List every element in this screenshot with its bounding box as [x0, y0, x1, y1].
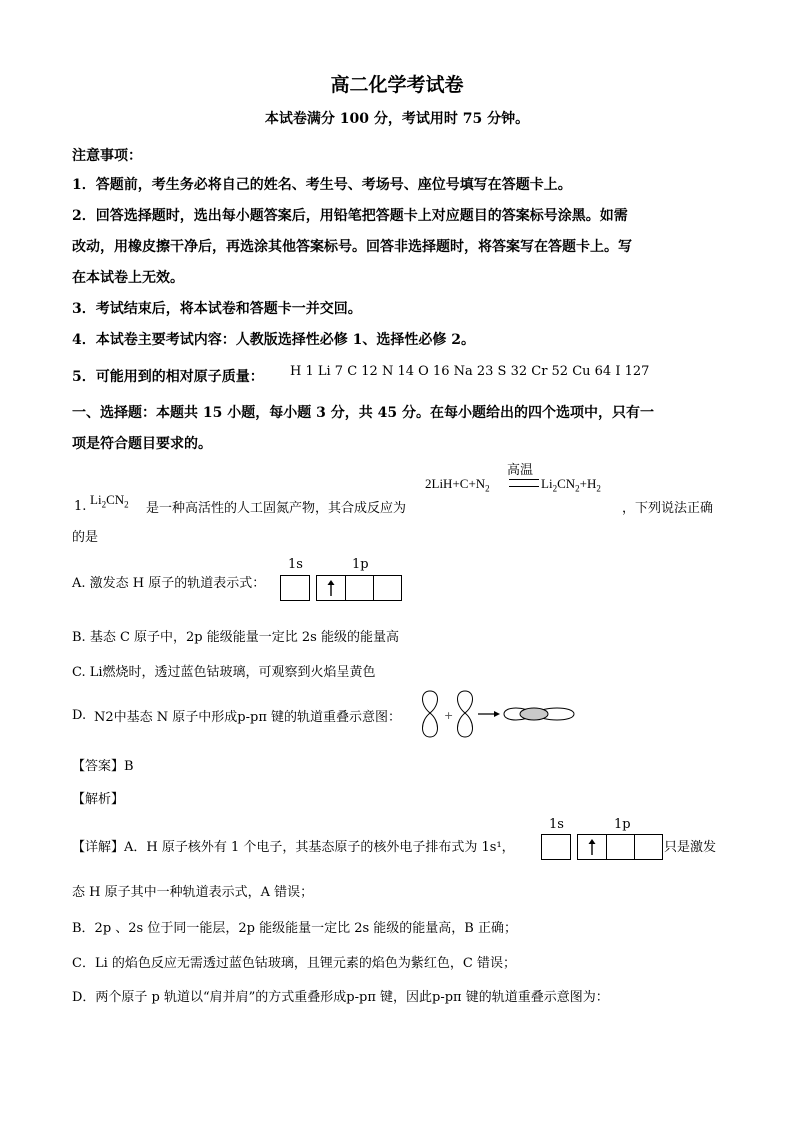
orbital-box-1p: [316, 575, 402, 601]
notice-line-1: 1．答题前，考生务必将自己的姓名、考生号、考场号、座位号填写在答题卡上。: [72, 177, 572, 193]
detail-a-line-3: 态 H 原子其中一种轨道表示式，A 错误；: [72, 885, 314, 900]
reaction-equals-sign: [509, 479, 539, 487]
p-orbital-overlap-icon: [418, 689, 578, 739]
section-heading-1: 一、选择题：本题共 15 小题，每小题 3 分，共 45 分。在每小题给出的四个选项中，只有一: [72, 405, 654, 421]
notice-heading: 注意事项：: [72, 148, 142, 164]
detail-d: D．两个原子 p 轨道以“肩并肩”的方式重叠形成p-pπ 键，因此p-pπ 键的轨道重叠示意图为：: [72, 990, 609, 1005]
option-d-text: N2中基态 N 原子中形成p-pπ 键的轨道重叠示意图：: [94, 710, 401, 725]
notice-line-3: 改动，用橡皮擦干净后，再选涂其他答案标号。回答非选择题时，将答案写在答题卡上。写: [72, 239, 632, 255]
orbital-label-1p: 1p: [352, 557, 369, 572]
notice-line-5: 3．考试结束后，将本试卷和答题卡一并交回。: [72, 301, 362, 317]
notice-line-4: 在本试卷上无效。: [72, 270, 184, 286]
detail-orbital-label-1p: 1p: [614, 817, 631, 832]
q1-number: 1.: [74, 499, 87, 514]
notice-line-2: 2．回答选择题时，选出每小题答案后，用铅笔把答题卡上对应题目的答案标号涂黑。如需: [72, 208, 628, 224]
orbital-label-1s: 1s: [288, 557, 303, 572]
section-heading-2: 项是符合题目要求的。: [72, 436, 212, 452]
q1-compound: $Li_2CN_2$: [90, 492, 129, 510]
reaction-left: $2LiH+C+N_2$: [425, 476, 490, 494]
detail-orbital-box-1s: [541, 834, 571, 860]
answer-label: 【答案】B: [72, 759, 134, 774]
exam-subtitle: 本试卷满分 100 分，考试用时 75 分钟。: [264, 111, 530, 127]
option-b: B. 基态 C 原子中，2p 能级能量一定比 2s 能级的能量高: [72, 630, 399, 645]
reaction-right: $Li_2CN_2+H_2$: [541, 476, 601, 494]
svg-text:+: +: [444, 709, 454, 722]
option-a: A. 激发态 H 原子的轨道表示式：: [72, 576, 266, 591]
q1-stem-b: ，下列说法正确: [622, 501, 714, 516]
exam-title: 高二化学考试卷: [330, 74, 464, 96]
detail-a-line-2: 只是激发: [664, 840, 717, 855]
spin-up-arrow-icon: [324, 579, 338, 597]
analysis-label: 【解析】: [72, 792, 125, 807]
q1-stem-c: 的是: [72, 530, 99, 545]
reaction-condition: 高温: [507, 463, 534, 478]
detail-orbital-box-1p: [577, 834, 663, 860]
atomic-masses: H 1 Li 7 C 12 N 14 O 16 Na 23 S 32 Cr 52 Cu 64 I 127: [290, 364, 650, 379]
detail-orbital-label-1s: 1s: [549, 817, 564, 832]
q1-stem-a: 是一种高活性的人工固氮产物，其合成反应为: [146, 501, 407, 516]
notice-line-6: 4．本试卷主要考试内容：人教版选择性必修 1、选择性必修 2。: [72, 332, 475, 348]
option-c: C. Li燃烧时，透过蓝色钴玻璃，可观察到火焰呈黄色: [72, 665, 376, 680]
orbital-box-1s: [280, 575, 310, 601]
option-d-prefix: D.: [72, 708, 87, 723]
detail-b: B．2p 、2s 位于同一能层，2p 能级能量一定比 2s 能级的能量高，B 正确；: [72, 921, 517, 936]
notice-line-7: 5．可能用到的相对原子质量：: [72, 369, 264, 385]
detail-c: C．Li 的焰色反应无需透过蓝色钴玻璃，且锂元素的焰色为紫红色，C 错误；: [72, 956, 516, 971]
spin-up-arrow-icon: [585, 838, 599, 856]
detail-a-line-1: 【详解】A．H 原子核外有 1 个电子，其基态原子的核外电子排布式为 1s¹，: [72, 840, 515, 855]
